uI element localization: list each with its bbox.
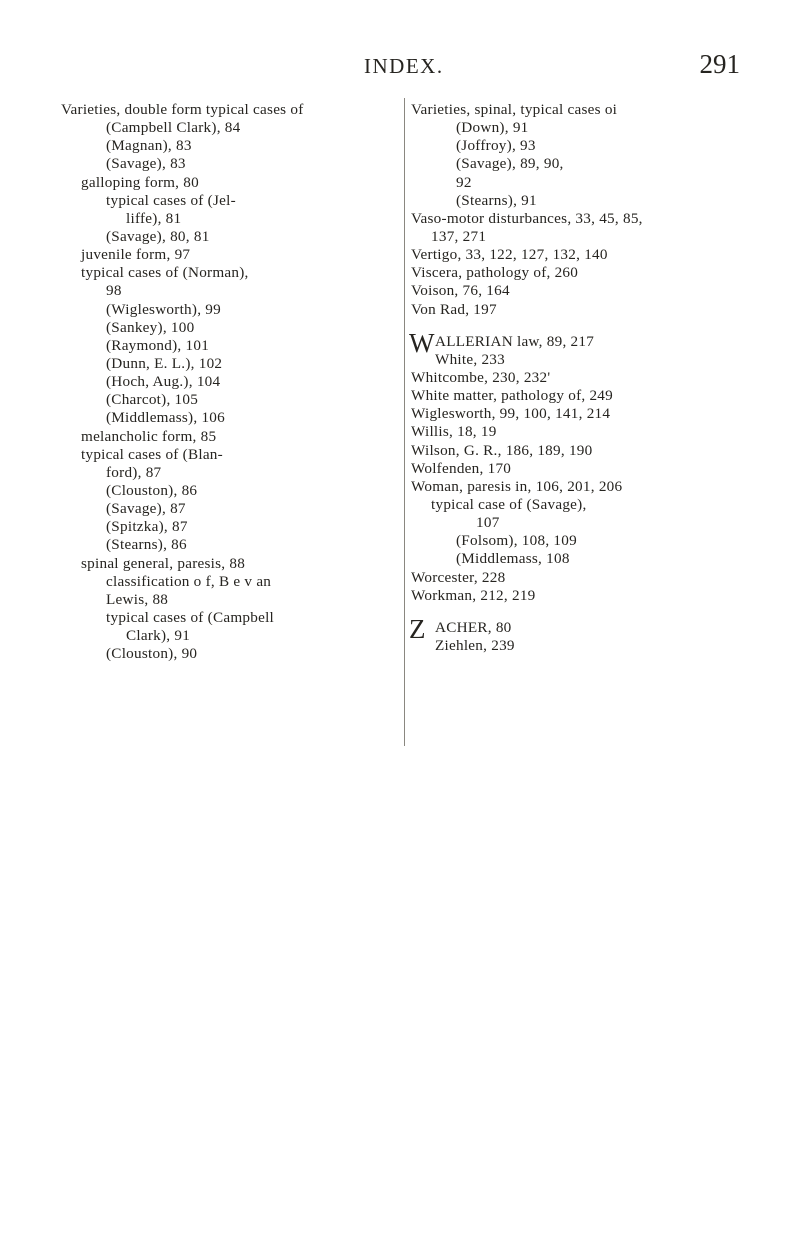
index-entry: (Campbell Clark), 84 [106, 119, 241, 137]
index-entry: (Raymond), 101 [106, 336, 210, 354]
index-entry: 137, 271 [431, 227, 487, 245]
index-entry: (Sankey), 100 [106, 318, 195, 336]
index-entry: ford), 87 [106, 463, 162, 481]
drop-initial-w: W [409, 327, 435, 358]
index-entry: (Savage), 89, 90, [456, 155, 564, 173]
index-entry: (Spitzka), 87 [106, 518, 188, 536]
index-entry: Worcester, 228 [411, 568, 506, 586]
index-entry: typical case of (Savage), [431, 495, 587, 513]
index-entry: Willis, 18, 19 [411, 423, 497, 441]
index-entry: Voison, 76, 164 [411, 282, 510, 300]
index-entry: White matter, pathology of, 249 [411, 387, 613, 405]
index-entry: 98 [106, 282, 122, 300]
index-entry: (Clouston), 86 [106, 481, 198, 499]
w-heading-continuation: White, 233 [435, 350, 505, 368]
section-gap [411, 605, 751, 619]
index-entry: typical cases of (Jel- [106, 191, 236, 209]
page-number: 291 [699, 49, 740, 79]
index-entry: (Middlemass, 108 [456, 550, 570, 568]
index-entry: (Savage), 80, 81 [106, 227, 210, 245]
index-entry: 92 [456, 173, 472, 191]
index-entry: classification o f, B e v an [106, 572, 272, 590]
index-entry: Lewis, 88 [106, 590, 169, 608]
index-entry: typical cases of (Blan- [81, 445, 223, 463]
index-entry: (Clouston), 90 [106, 645, 198, 663]
index-entry: spinal general, paresis, 88 [81, 554, 246, 572]
index-entry: (Joffroy), 93 [456, 137, 536, 155]
index-entry: Von Rad, 197 [411, 300, 497, 318]
index-entry: (Folsom), 108, 109 [456, 532, 577, 550]
index-entry: (Down), 91 [456, 119, 529, 137]
z-section-heading [409, 613, 751, 644]
index-entry: Varieties, spinal, typical cases oi [411, 101, 618, 118]
index-entry: (Savage), 83 [106, 155, 186, 173]
index-entry: Clark), 91 [126, 627, 191, 645]
index-entry: Woman, paresis in, 106, 201, 206 [411, 477, 623, 495]
z-heading-text: ACHER, 80 [435, 618, 512, 636]
index-entry: Wilson, G. R., 186, 189, 190 [411, 441, 593, 459]
w-heading-text: ALLERIAN law, 89, 217 [435, 332, 595, 350]
index-entry: (Magnan), 83 [106, 137, 192, 155]
index-entry: liffe), 81 [126, 209, 182, 227]
z-heading-continuation: Ziehlen, 239 [435, 636, 515, 654]
w-section-heading [409, 327, 751, 358]
section-gap [411, 319, 751, 333]
index-entry: (Dunn, E. L.), 102 [106, 354, 223, 372]
index-entry: juvenile form, 97 [81, 246, 191, 264]
index-entry: typical cases of (Norman), [81, 264, 249, 282]
index-entry: Viscera, pathology of, 260 [411, 264, 579, 282]
index-entry: (Wiglesworth), 99 [106, 300, 221, 318]
index-entry: 107 [476, 514, 500, 532]
index-entry: Vertigo, 33, 122, 127, 132, 140 [411, 246, 608, 264]
index-entry: Wolfenden, 170 [411, 459, 512, 477]
w-entries [411, 369, 751, 605]
index-entry: Wiglesworth, 99, 100, 141, 214 [411, 405, 611, 423]
index-entry: (Stearns), 86 [106, 536, 187, 554]
index-entry: Workman, 212, 219 [411, 586, 536, 604]
left-column [61, 101, 403, 663]
v-entries [411, 101, 751, 319]
index-entry: Vaso-motor disturbances, 33, 45, 85, [411, 209, 643, 227]
index-entry: (Hoch, Aug.), 104 [106, 373, 221, 391]
index-entry: Whitcombe, 230, 232' [411, 368, 551, 386]
index-entry: (Savage), 87 [106, 500, 186, 518]
right-column [411, 101, 751, 655]
index-entry: (Stearns), 91 [456, 191, 537, 209]
index-entry: (Middlemass), 106 [106, 409, 225, 427]
column-divider [404, 98, 405, 746]
index-entry: typical cases of (Campbell [106, 608, 275, 626]
index-title: INDEX. [364, 54, 444, 78]
drop-initial-z: Z [409, 613, 426, 644]
index-entry: galloping form, 80 [81, 173, 199, 191]
index-entry: melancholic form, 85 [81, 427, 217, 445]
index-entry: (Charcot), 105 [106, 391, 199, 409]
running-head [60, 49, 740, 94]
index-entry: Varieties, double form typical cases of [61, 101, 304, 118]
